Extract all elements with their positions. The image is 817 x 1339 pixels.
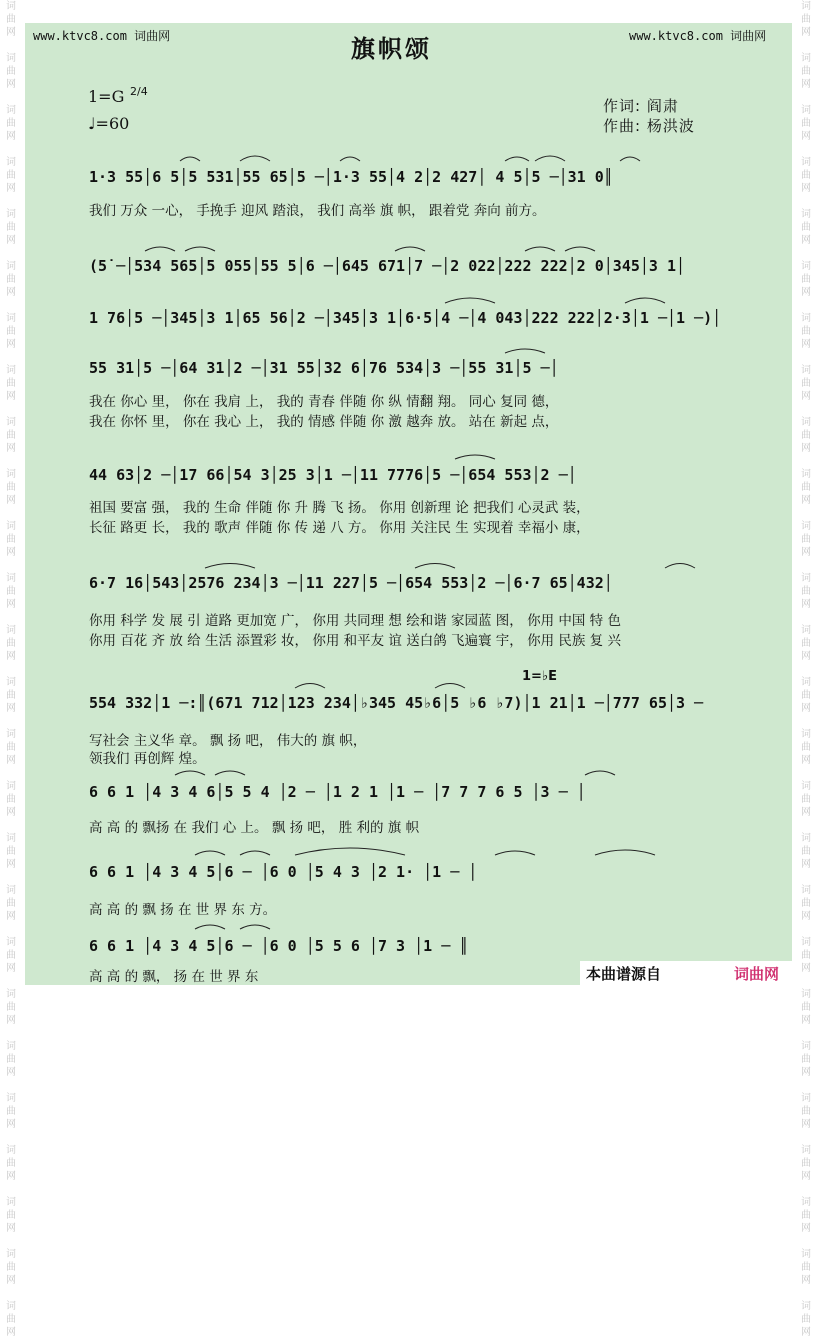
lyric-line-1: 我们 万众 一心， 手挽手 迎风 踏浪， 我们 高举 旗 帜， 跟着党 奔向 前方。 [89, 203, 546, 219]
song-title: 旗帜颂 [351, 34, 432, 63]
notation-line-5: 44 63│2 ─│17 66│54 3│25 3│1 ─│11 7776│5 ─│654 553│2 ─│ [89, 466, 577, 484]
site-url-left[interactable]: www.ktvc8.com 词曲网 [33, 29, 171, 43]
lyric-line-5b: 长征 路更 长， 我的 歌声 伴随 你 传 递 八 方。 你用 关注民 生 实现着 幸福小 康， [89, 520, 590, 536]
watermark-text: 词 曲 网 词 曲 网 词 曲 网 词 曲 网 词 曲 网 词 曲 网 词 曲 网 词 曲 网 词 曲 网 词 曲 网 词 曲 网 词 曲 网 词 曲 网 词 曲 网 词 曲 网 词 曲 网 词 曲 网 词 曲 网 词 曲 网 词 曲 网 词 曲 网 词 曲 网 词 曲 网 词 曲 网 词 曲 网 词 曲 网 [6, 1, 16, 1338]
tempo-mark: ♩=60 [88, 114, 130, 133]
time-signature: 2/4 [130, 85, 148, 98]
notation-line-8: 6 6 1 │4 3 4 6│5 5 4 │2 ─ │1 2 1 │1 ─ │7 7 7 6 5 │3 ─ │ [89, 783, 586, 801]
lyric-line-10: 高 高 的 飘， 扬 在 世 界 东 [89, 969, 259, 985]
watermark-text: 词 曲 网 词 曲 网 词 曲 网 词 曲 网 词 曲 网 词 曲 网 词 曲 网 词 曲 网 词 曲 网 词 曲 网 词 曲 网 词 曲 网 词 曲 网 词 曲 网 词 曲 网 词 曲 网 词 曲 网 词 曲 网 词 曲 网 词 曲 网 词 曲 网 词 曲 网 词 曲 网 词 曲 网 词 曲 网 词 曲 网 [801, 1, 811, 1338]
right-watermark-strip [795, 0, 817, 1338]
notation-line-10: 6 6 1 │4 3 4 5│6 ─ │6 0 │5 5 6 │7 3 │1 ─ ║ [89, 937, 469, 955]
lyric-line-4b: 我在 你怀 里， 你在 我心 上， 我的 情感 伴随 你 激 越奔 放。 站在 新起 点， [89, 414, 559, 430]
banner-source-text: 本曲谱源自 [586, 965, 662, 983]
lyric-line-7a: 写社会 主义华 章。 飘 扬 吧， 伟大的 旗 帜， [89, 733, 367, 749]
composer-credit: 作曲: 杨洪波 [603, 117, 695, 135]
lyric-line-9: 高 高 的 飘 扬 在 世 界 东 方。 [89, 902, 277, 918]
score-sheet [25, 23, 792, 985]
source-banner[interactable] [580, 961, 792, 985]
lyric-line-6a: 你用 科学 发 展 引 道路 更加宽 广， 你用 共同理 想 绘和谐 家园蓝 图， 你用 中国 特 色 [89, 613, 621, 629]
site-url-right[interactable]: www.ktvc8.com 词曲网 [629, 29, 767, 43]
notation-line-4: 55 31│5 ─│64 31│2 ─│31 55│32 6│76 534│3 ─│55 31│5 ─│ [89, 359, 559, 377]
lyric-line-4a: 我在 你心 里， 你在 我肩 上， 我的 青春 伴随 你 纵 情翻 翔。 同心 复同 德， [89, 394, 559, 410]
banner-site-link[interactable]: 词曲网 [734, 965, 780, 983]
lyric-line-5a: 祖国 要富 强， 我的 生命 伴随 你 升 腾 飞 扬。 你用 创新理 论 把我们 心灵武 装， [89, 500, 590, 516]
notation-line-3: 1 76│5 ─│345│3 1│65 56│2 ─│345│3 1│6·5│4 ─│4 043│222 222│2·3│1 ─│1 ─)│ [89, 309, 722, 327]
lyric-line-7b: 领我们 再创辉 煌。 [89, 751, 206, 767]
notation-line-1: 1·3 55│6 5│5 531│55 65│5 ─│1·3 55│4 2│2 427│ 4 5│5 ─│31 0║ [89, 168, 613, 186]
notation-line-7: 554 332│1 ─:║(671 712│123 234│♭345 45♭6│5 ♭6 ♭7)│1 21│1 ─│777 65│3 ─ [89, 694, 704, 712]
left-watermark-strip [0, 0, 22, 1338]
notation-line-2: (5̇ ─│534 565│5 055│55 5│6 ─│645 671│7 ─│2 022│222 222│2 0│345│3 1│ [89, 257, 686, 275]
lyricist-credit: 作词: 阎肃 [603, 97, 679, 115]
lyric-line-8: 高 高 的 飘扬 在 我们 心 上。 飘 扬 吧， 胜 利的 旗 帜 [89, 820, 420, 836]
lyric-line-6b: 你用 百花 齐 放 给 生活 添置彩 妆， 你用 和平友 谊 送白鸽 飞遍寰 宇， 你用 民族 复 兴 [89, 633, 621, 649]
notation-line-6: 6·7 16│543│2576 234│3 ─│11 227│5 ─│654 553│2 ─│6·7 65│432│ [89, 574, 613, 592]
key-signature: 1=G [88, 87, 125, 106]
notation-line-9: 6 6 1 │4 3 4 5│6 ─ │6 0 │5 4 3 │2 1· │1 ─ │ [89, 863, 478, 881]
modulation-mark: 1=♭E [522, 669, 557, 684]
